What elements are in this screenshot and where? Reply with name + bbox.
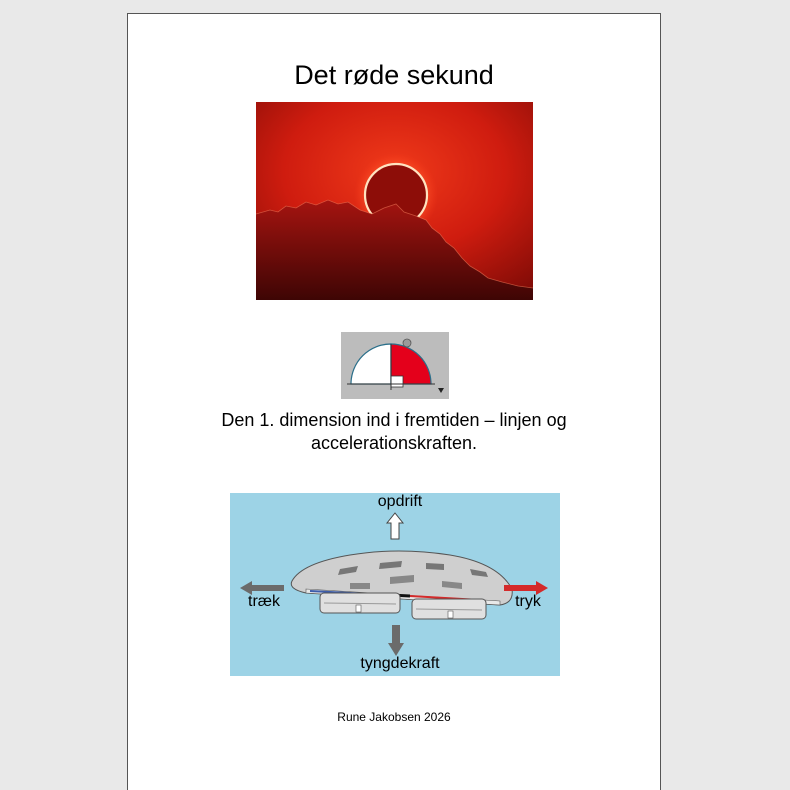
document-subtitle [128, 409, 660, 455]
document-title: Det røde sekund [294, 60, 494, 90]
label-opdrift: opdrift [377, 493, 423, 510]
label-tryk: tryk [515, 593, 541, 610]
solar-eclipse-photo [256, 102, 533, 300]
flying-saucer-forces-diagram [230, 493, 560, 676]
document-page [127, 13, 661, 790]
author-line: Rune Jakobsen 2026 [337, 710, 451, 724]
label-traek: træk [248, 593, 280, 610]
subtitle-line-1: Den 1. dimension ind i fremtiden – linjen og [221, 410, 567, 430]
subtitle-line-2: accelerationskraften. [310, 433, 478, 453]
label-tyngdekraft: tyngdekraft [360, 655, 440, 672]
quarter-circle-logo [341, 332, 449, 399]
